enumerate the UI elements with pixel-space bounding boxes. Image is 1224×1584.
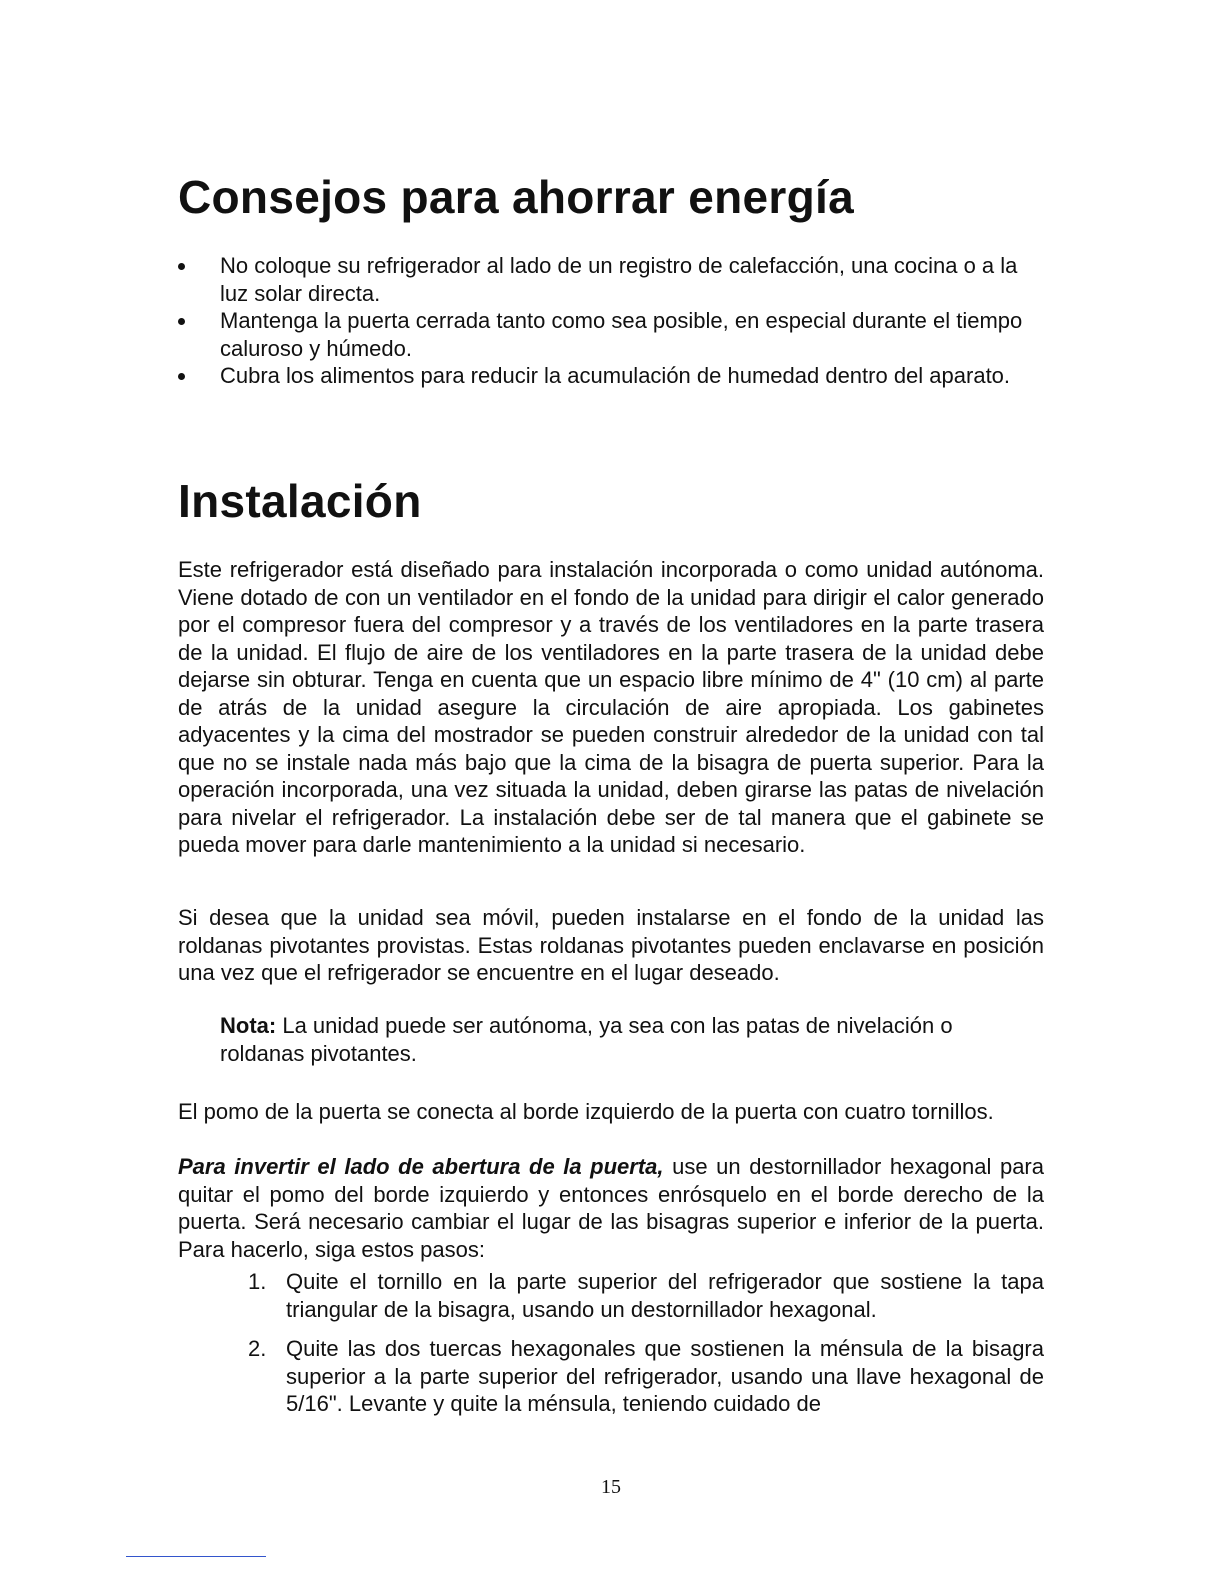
page-number: 15 <box>601 1476 621 1498</box>
step-item <box>248 1268 1044 1323</box>
footer-rule <box>126 1556 266 1557</box>
list-item <box>178 252 1044 307</box>
note-text: La unidad puede ser autónoma, ya sea con las patas de nivelación o roldanas pivotantes. <box>220 1013 953 1066</box>
casters-paragraph: Si desea que la unidad sea móvil, pueden instalarse en el fondo de la unidad las roldanas pivotantes provistas. Estas roldanas pivotantes pueden enclavarse en posición una vez que el refrigerador se encuentre en el lugar deseado. <box>178 905 1044 985</box>
bullet-icon <box>178 373 185 380</box>
reverse-door-text: use un destornillador hexagonal para quitar el pomo del borde izquierdo y entonces enrósquelo en el borde derecho de la puerta. Será necesario cambiar el lugar de las bisagras superior e inferior de la puerta. Para hacerlo, siga estos pasos: <box>178 1154 1044 1262</box>
bullet-icon <box>178 318 185 325</box>
door-handle-paragraph: El pomo de la puerta se conecta al borde izquierdo de la puerta con cuatro tornillos. <box>178 1099 994 1124</box>
step-number: 2. <box>248 1336 267 1361</box>
list-item <box>178 307 1044 362</box>
energy-tips-heading: Consejos para ahorrar energía <box>178 171 854 223</box>
installation-paragraph: Este refrigerador está diseñado para instalación incorporada o como unidad autónoma. Viene dotado de con un ventilador en el fondo de la unidad para dirigir el calor generado por el compresor fuera del compresor y a través de los ventiladores en la parte trasera de la unidad. El flujo de aire de los ventiladores en la parte trasera de la unidad debe dejarse sin obturar. Tenga en cuenta que un espacio libre mínimo de 4" (10 cm) al parte de atrás de la unidad asegure la circulación de aire apropiada. Los gabinetes adyacentes y la cima del mostrador se pueden construir alrededor de la unidad con tal que no se instale nada más bajo que la cima de la bisagra de puerta superior. Para la operación incorporada, una vez situada la unidad, deben girarse las patas de nivelación para nivelar el refrigerador. La instalación debe ser de tal manera que el gabinete se pueda mover para darle mantenimiento a la unidad si necesario. <box>178 557 1044 857</box>
reverse-door-paragraph <box>178 1153 1044 1263</box>
step-number: 1. <box>248 1269 267 1294</box>
list-item <box>178 362 1044 390</box>
step-text: Quite el tornillo en la parte superior del refrigerador que sostiene la tapa triangular de la bisagra, usando un destornillador hexagonal. <box>286 1269 1044 1322</box>
bullet-icon <box>178 263 185 270</box>
tip-text: Cubra los alimentos para reducir la acumulación de humedad dentro del aparato. <box>220 363 1011 388</box>
energy-tips-list <box>178 252 1044 390</box>
tip-text: Mantenga la puerta cerrada tanto como sea posible, en especial durante el tiempo caluroso y húmedo. <box>220 308 1023 361</box>
installation-heading: Instalación <box>178 475 422 527</box>
step-item <box>248 1335 1044 1418</box>
step-text: Quite las dos tuercas hexagonales que sostienen la ménsula de la bisagra superior a la parte superior del refrigerador, usando una llave hexagonal de 5/16". Levante y quite la ménsula, teniendo cuidado de <box>286 1336 1044 1416</box>
tip-text: No coloque su refrigerador al lado de un registro de calefacción, una cocina o a la luz solar directa. <box>220 253 1018 306</box>
note-block <box>220 1012 1020 1067</box>
note-label: Nota: <box>220 1013 277 1038</box>
reverse-door-label: Para invertir el lado de abertura de la puerta, <box>178 1154 664 1179</box>
steps-list <box>248 1268 1044 1430</box>
